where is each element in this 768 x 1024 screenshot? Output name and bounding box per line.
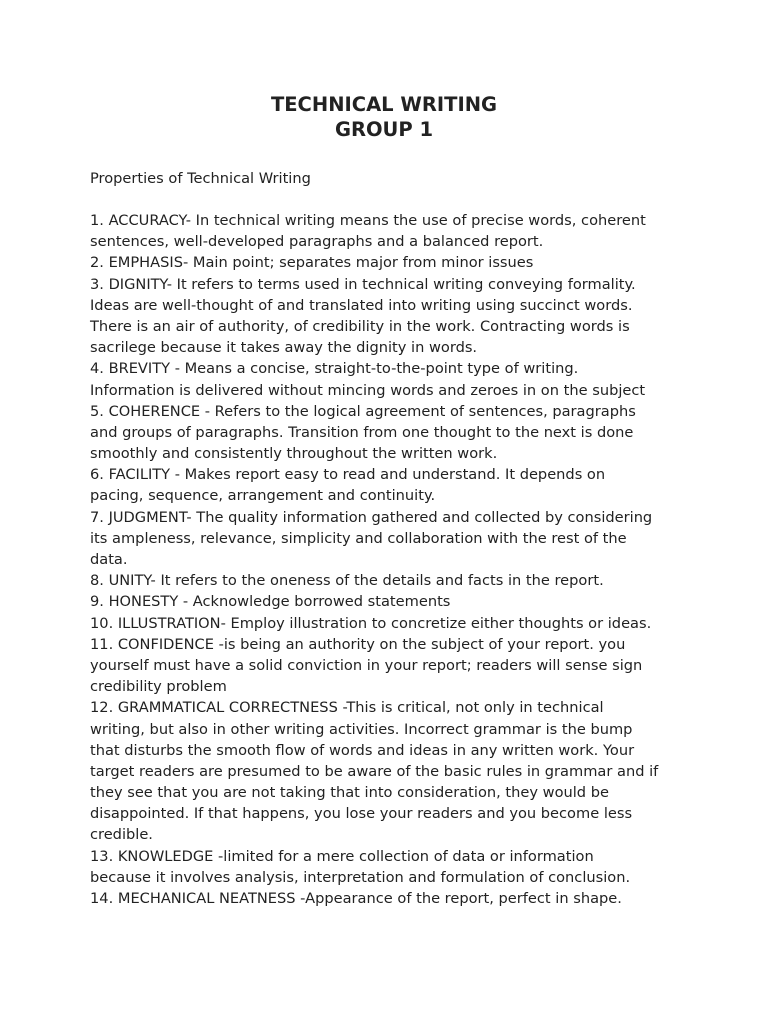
body-text-line: 6. FACILITY - Makes report easy to read and understand. It depends on	[90, 466, 606, 484]
body-text-line: its ampleness, relevance, simplicity and collaboration with the rest of the	[90, 529, 627, 547]
body-text-line: writing, but also in other writing activities. Incorrect grammar is the bump	[90, 720, 633, 738]
body-text-line: 5. COHERENCE - Refers to the logical agreement of sentences, paragraphs	[90, 402, 636, 420]
body-text-line: 13. KNOWLEDGE -limited for a mere collection of data or information	[90, 847, 594, 865]
body-text-line: that disturbs the smooth flow of words and ideas in any written work. Your	[90, 741, 635, 759]
body-text-line: 2. EMPHASIS- Main point; separates major from minor issues	[90, 254, 534, 272]
body-text-line: 11. CONFIDENCE -is being an authority on the subject of your report. you	[90, 635, 626, 653]
body-text-line: because it involves analysis, interpretation and formulation of conclusion.	[90, 868, 631, 886]
body-text-line: 10. ILLUSTRATION- Employ illustration to concretize either thoughts or ideas.	[90, 614, 652, 632]
body-text-line: data.	[90, 551, 128, 568]
section-heading: Properties of Technical Writing	[90, 170, 311, 187]
document-title	[0, 92, 768, 142]
body-text-line: target readers are presumed to be aware of the basic rules in grammar and if	[90, 762, 659, 780]
body-text-line: Ideas are well-thought of and translated into writing using succinct words.	[90, 296, 633, 314]
title-line-1: TECHNICAL WRITING	[270, 93, 498, 116]
body-text-line: 12. GRAMMATICAL CORRECTNESS -This is critical, not only in technical	[90, 699, 604, 717]
document-body	[90, 210, 690, 909]
body-text-line: 14. MECHANICAL NEATNESS -Appearance of the report, perfect in shape.	[90, 890, 622, 907]
body-text-line: disappointed. If that happens, you lose your readers and you become less	[90, 805, 633, 823]
body-text-line: smoothly and consistently throughout the written work.	[90, 445, 498, 463]
body-text-line: pacing, sequence, arrangement and continuity.	[90, 487, 436, 505]
body-text-line: There is an air of authority, of credibility in the work. Contracting words is	[90, 317, 630, 335]
body-text-line: and groups of paragraphs. Transition from one thought to the next is done	[90, 423, 634, 441]
body-text-line: yourself must have a solid conviction in your report; readers will sense sign	[90, 656, 643, 674]
body-text-line: sacrilege because it takes away the dignity in words.	[90, 339, 478, 357]
body-text-line: 1. ACCURACY- In technical writing means the use of precise words, coherent	[90, 212, 646, 229]
body-text-line: 3. DIGNITY- It refers to terms used in technical writing conveying formality.	[90, 275, 636, 293]
body-text-line: 9. HONESTY - Acknowledge borrowed statements	[90, 593, 451, 611]
body-text-line: they see that you are not taking that into consideration, they would be	[90, 784, 609, 802]
body-text-line: 4. BREVITY - Means a concise, straight-to-the-point type of writing.	[90, 360, 579, 378]
body-text-line: 7. JUDGMENT- The quality information gathered and collected by considering	[90, 508, 653, 526]
body-text-line: credibility problem	[90, 678, 227, 696]
title-line-2: GROUP 1	[334, 118, 434, 141]
body-text-line: Information is delivered without mincing words and zeroes in on the subject	[90, 381, 646, 399]
body-text-line: sentences, well-developed paragraphs and a balanced report.	[90, 233, 544, 251]
body-text-line: 8. UNITY- It refers to the oneness of the details and facts in the report.	[90, 572, 604, 590]
body-text-line: credible.	[90, 826, 153, 844]
